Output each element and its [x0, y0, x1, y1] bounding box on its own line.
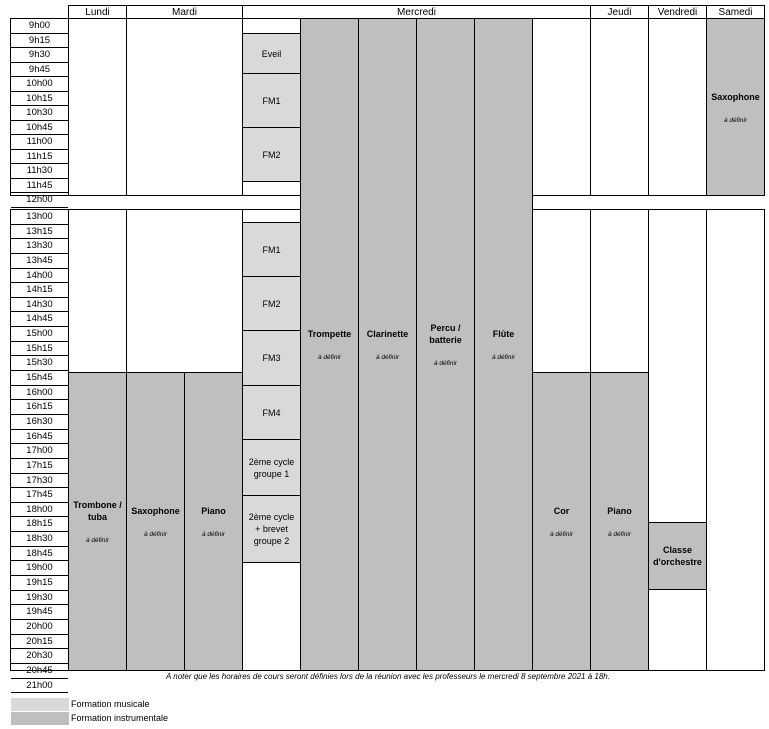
course-block-cor — [532, 372, 591, 671]
course-schedule-note: à définir — [723, 116, 748, 124]
mercredi-morning-slot-2 — [532, 18, 591, 196]
course-schedule-note: à définir — [143, 531, 168, 538]
time-label: 18h00 — [11, 503, 68, 518]
time-label: 18h45 — [11, 547, 68, 562]
legend-label-formation-musicale: Formation musicale — [71, 699, 150, 709]
course-name: Classe d'orchestre — [653, 545, 702, 567]
time-column-afternoon — [10, 209, 69, 691]
time-label: 17h30 — [11, 474, 68, 489]
course-schedule-note: à définir — [201, 531, 226, 538]
course-block-piano-mardi — [184, 372, 243, 671]
course-name: FM3 — [262, 353, 281, 363]
course-name: Clarinette — [366, 329, 409, 339]
course-name: Trombone / tuba — [73, 500, 122, 522]
time-label: 10h30 — [11, 106, 68, 121]
course-schedule-note: à définir — [375, 354, 400, 361]
day-label: Mercredi — [397, 7, 436, 18]
course-block-classe-orchestre — [648, 522, 707, 590]
samedi-afternoon-slot — [706, 209, 765, 671]
time-label: 17h00 — [11, 444, 68, 459]
legend-swatch-formation-instrumentale — [11, 712, 69, 725]
time-label: 18h30 — [11, 532, 68, 547]
time-label: 10h00 — [11, 77, 68, 92]
time-label: 15h30 — [11, 356, 68, 371]
time-label: 13h45 — [11, 254, 68, 269]
course-name: 2ème cycle groupe 1 — [248, 456, 295, 479]
course-block-trombone-tuba — [68, 372, 127, 671]
course-block-percu-batterie — [416, 18, 475, 671]
time-label: 10h15 — [11, 92, 68, 107]
vendredi-morning-slot — [648, 18, 707, 196]
time-label: 9h45 — [11, 63, 68, 78]
mercredi-afternoon-slot-2 — [532, 209, 591, 373]
course-name: Cor — [553, 506, 570, 516]
time-label: 21h00 — [11, 679, 68, 694]
course-block-fm1-morning — [242, 73, 301, 128]
day-header-jeudi — [590, 5, 649, 19]
mardi-afternoon-slot — [126, 209, 243, 373]
course-block-flute — [474, 18, 533, 671]
time-label: 16h45 — [11, 430, 68, 445]
course-block-trompette — [300, 18, 359, 671]
time-label: 13h15 — [11, 225, 68, 240]
time-label: 20h30 — [11, 649, 68, 664]
course-schedule-note: à définir — [433, 360, 458, 367]
time-label: 16h30 — [11, 415, 68, 430]
course-block-2eme-cycle-groupe-2 — [242, 495, 301, 563]
course-name: Saxophone — [711, 91, 760, 102]
course-name: Eveil — [261, 48, 282, 59]
time-label: 9h30 — [11, 48, 68, 63]
schedule-note: A noter que les horaires de cours seront définies lors de la réunion avec les professeurs le mercredi 8 septembre 2021 à 18h. — [166, 672, 610, 681]
time-label: 14h15 — [11, 283, 68, 298]
day-header-lundi — [68, 5, 127, 19]
course-name: Percu / batterie — [429, 323, 462, 345]
course-name: Saxophone — [131, 506, 180, 516]
jeudi-afternoon-slot — [590, 209, 649, 373]
time-label: 10h45 — [11, 121, 68, 136]
course-block-fm4 — [242, 385, 301, 440]
course-block-eveil — [242, 33, 301, 74]
day-label: Samedi — [718, 7, 753, 18]
course-name: FM2 — [262, 298, 281, 309]
course-name: Flûte — [492, 329, 515, 339]
day-label: Jeudi — [607, 7, 632, 18]
mardi-morning-slot — [126, 18, 243, 196]
time-label: 14h30 — [11, 298, 68, 313]
time-label: 17h45 — [11, 488, 68, 503]
course-name: 2ème cycle + brevet groupe 2 — [248, 512, 295, 546]
course-schedule-note: à définir — [607, 531, 632, 538]
time-label: 14h00 — [11, 269, 68, 284]
course-name: Trompette — [307, 329, 352, 339]
time-label: 20h00 — [11, 620, 68, 635]
time-label: 13h00 — [11, 210, 68, 225]
lundi-afternoon-slot — [68, 209, 127, 373]
lundi-morning-slot — [68, 18, 127, 196]
course-block-fm1-afternoon — [242, 222, 301, 277]
course-schedule-note: à définir — [491, 354, 516, 361]
time-label: 20h15 — [11, 635, 68, 650]
time-label: 15h15 — [11, 342, 68, 357]
time-label: 9h15 — [11, 34, 68, 49]
time-label: 14h45 — [11, 312, 68, 327]
course-block-fm3 — [242, 330, 301, 386]
course-name: Piano — [607, 506, 632, 516]
time-label: 11h00 — [11, 135, 68, 150]
time-label: 16h00 — [11, 386, 68, 401]
day-label: Lundi — [85, 7, 110, 18]
day-label: Vendredi — [657, 7, 698, 18]
time-label: 20h45 — [11, 664, 68, 679]
course-block-piano-jeudi — [590, 372, 649, 671]
course-block-fm2-morning — [242, 127, 301, 182]
course-name: FM1 — [262, 244, 281, 255]
course-block-saxophone-samedi — [706, 18, 765, 196]
course-name: FM4 — [262, 407, 281, 418]
time-label: 19h00 — [11, 561, 68, 576]
time-label: 18h15 — [11, 517, 68, 532]
time-label: 19h45 — [11, 605, 68, 620]
time-label: 15h45 — [11, 371, 68, 386]
time-label: 11h30 — [11, 164, 68, 179]
course-name: Piano — [201, 506, 226, 516]
time-label: 15h00 — [11, 327, 68, 342]
time-label: 12h00 — [11, 193, 68, 208]
course-schedule-note: à définir — [317, 354, 342, 361]
course-block-2eme-cycle-groupe-1 — [242, 439, 301, 496]
course-name: FM2 — [262, 149, 281, 160]
course-block-saxophone-mardi — [126, 372, 185, 671]
course-schedule-note: à définir — [549, 531, 574, 538]
course-block-clarinette — [358, 18, 417, 671]
time-label: 19h15 — [11, 576, 68, 591]
time-label: 11h45 — [11, 179, 68, 194]
time-label: 17h15 — [11, 459, 68, 474]
legend-label-formation-instrumentale: Formation instrumentale — [71, 713, 169, 723]
day-header-mardi — [126, 5, 243, 19]
time-label: 9h00 — [11, 19, 68, 34]
course-block-fm2-afternoon — [242, 276, 301, 331]
course-schedule-note: à définir — [85, 537, 110, 544]
time-column-morning — [10, 18, 69, 205]
day-header-mercredi — [242, 5, 591, 19]
day-header-vendredi — [648, 5, 707, 19]
vendredi-afternoon-slot — [648, 209, 707, 671]
time-label: 16h15 — [11, 400, 68, 415]
day-label: Mardi — [171, 7, 197, 18]
course-name: FM1 — [262, 95, 281, 106]
jeudi-morning-slot — [590, 18, 649, 196]
legend-swatch-formation-musicale — [11, 698, 69, 711]
time-label: 13h30 — [11, 239, 68, 254]
time-label: 11h15 — [11, 150, 68, 165]
time-label: 19h30 — [11, 591, 68, 606]
day-header-samedi — [706, 5, 765, 19]
